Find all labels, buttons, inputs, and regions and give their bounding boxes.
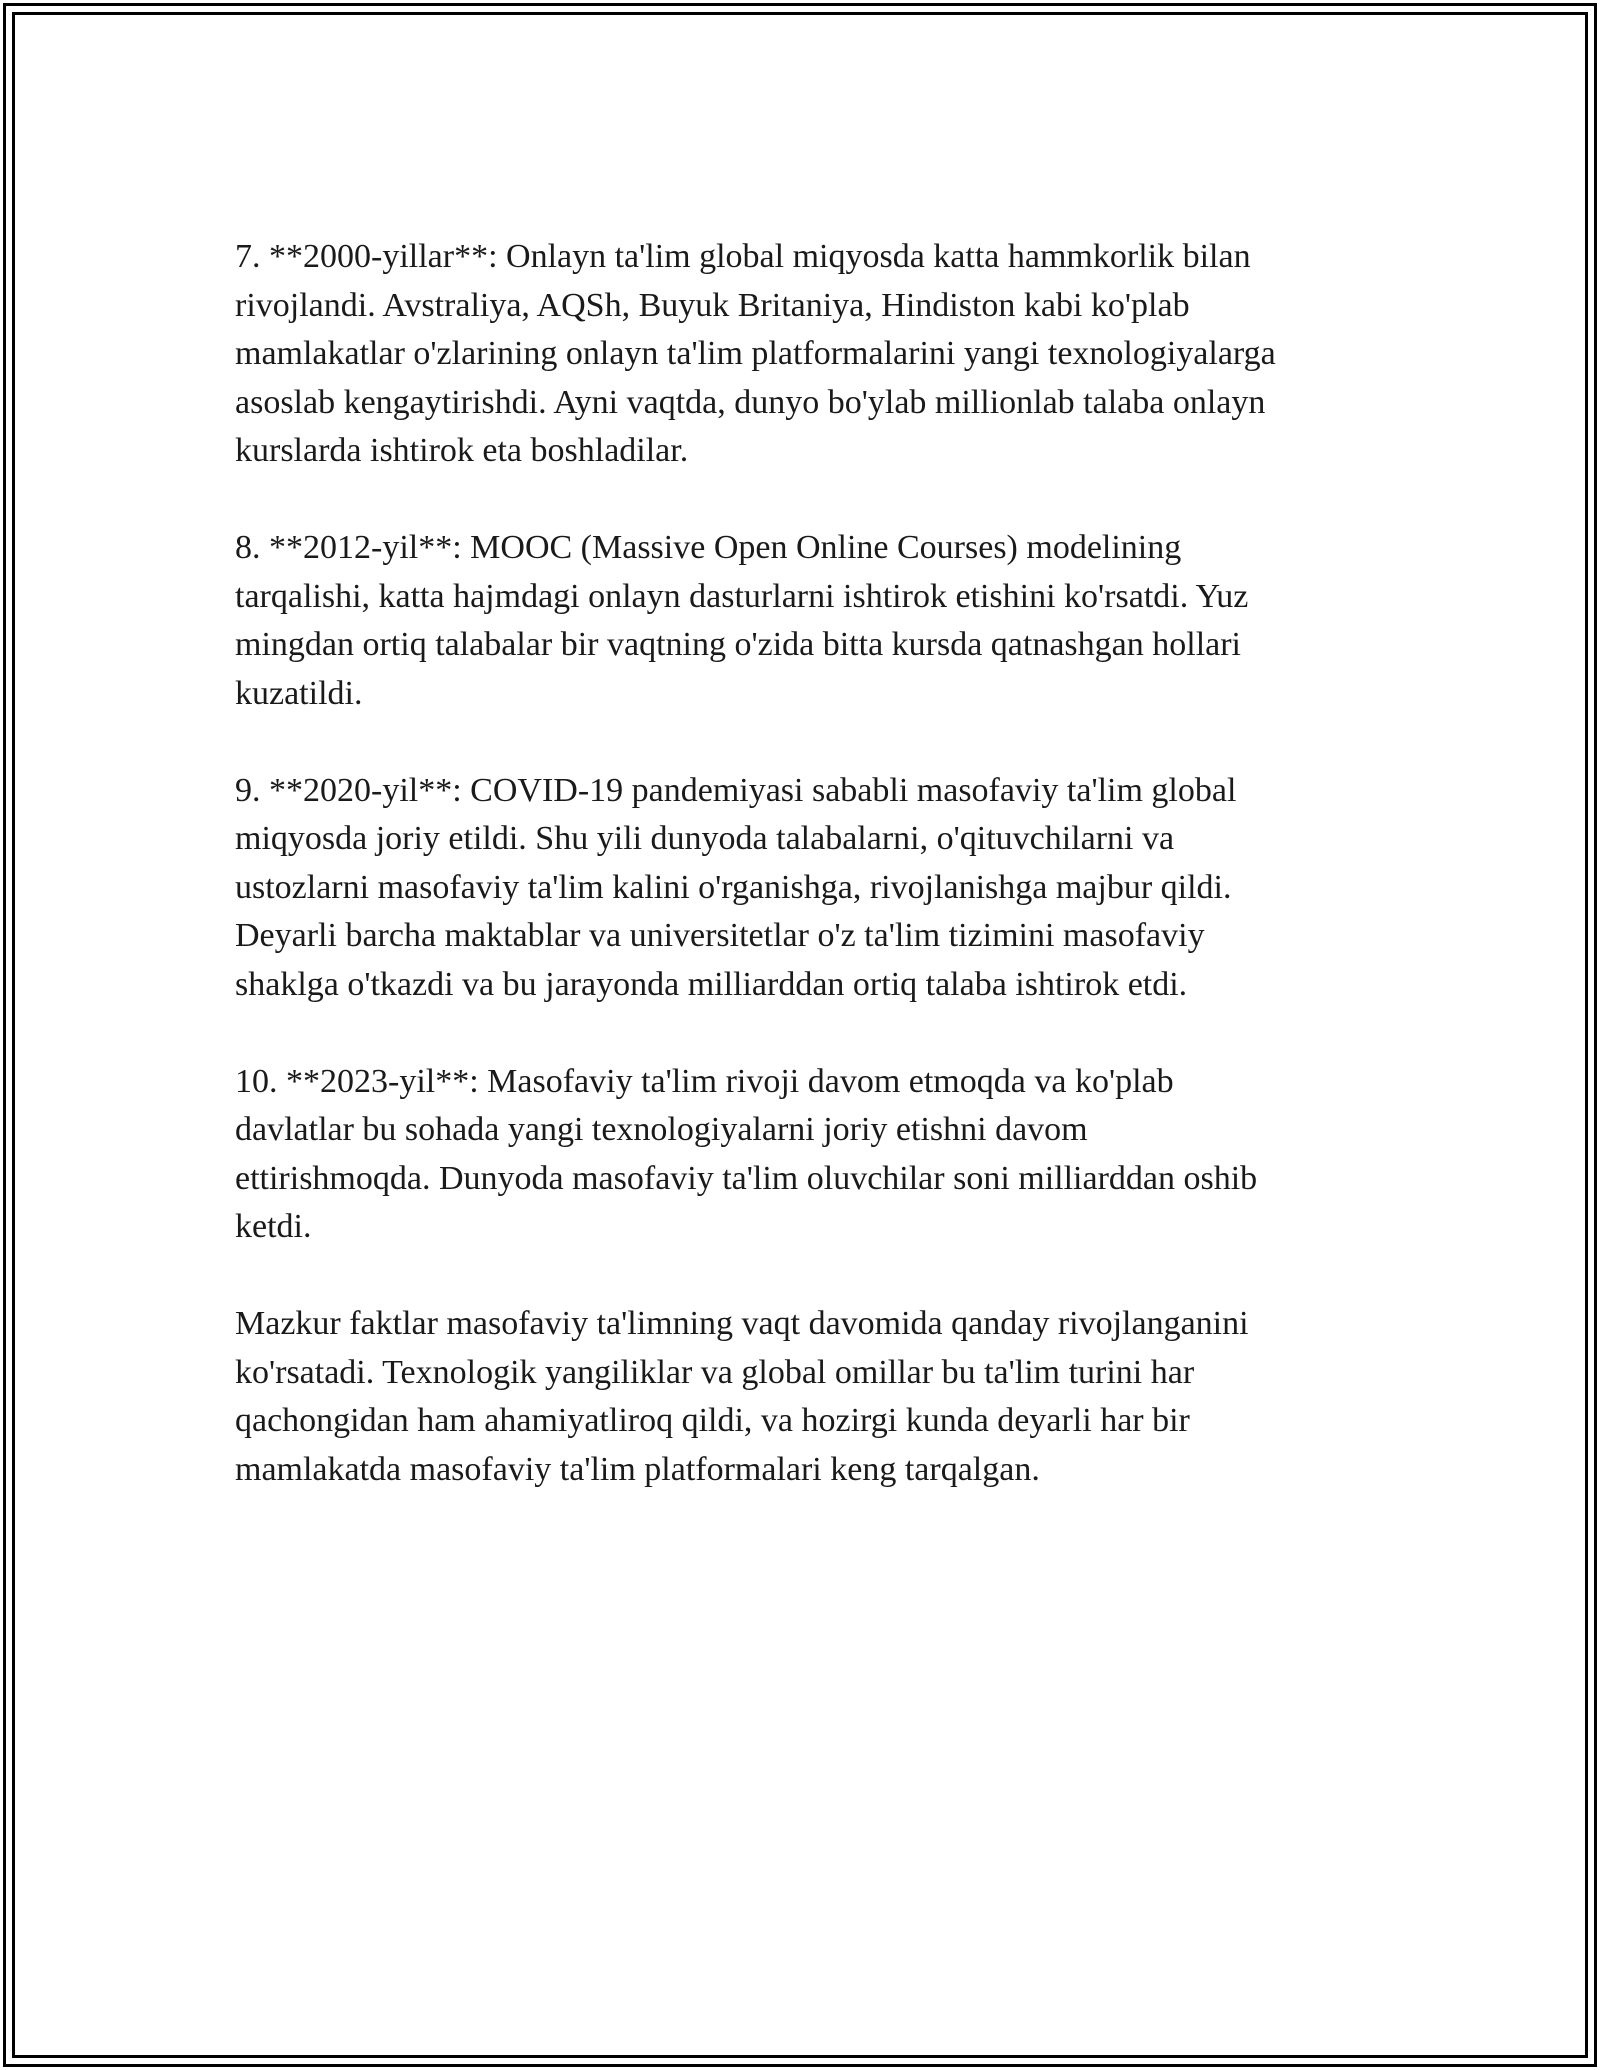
text-line: shaklga o'tkazdi va bu jarayonda milliarddan ortiq talaba ishtirok etdi. <box>235 965 1188 1003</box>
text-line: mingdan ortiq talabalar bir vaqtning o'zida bitta kursda qatnashgan hollari <box>235 626 1242 663</box>
paragraph-2012-yil <box>235 524 1375 718</box>
text-line: tarqalishi, katta hajmdagi onlayn dasturlarni ishtirok etishini ko'rsatdi. Yuz <box>235 577 1249 615</box>
text-line: kuzatildi. <box>235 674 363 712</box>
text-line: ustozlarni masofaviy ta'lim kalini o'rganishga, rivojlanishga majbur qildi. <box>235 868 1232 906</box>
text-line: kurslarda ishtirok eta boshladilar. <box>235 432 689 469</box>
text-line: 8. **2012-yil**: MOOC (Massive Open Online Courses) modelining <box>235 529 1182 566</box>
paragraph-2020-yil <box>235 767 1375 1010</box>
paragraph-2000-yillar <box>235 233 1375 476</box>
text-line: mamlakatda masofaviy ta'lim platformalari keng tarqalgan. <box>235 1450 1040 1488</box>
text-line: ettirishmoqda. Dunyoda masofaviy ta'lim oluvchilar soni milliarddan oshib <box>235 1159 1258 1197</box>
text-line: 9. **2020-yil**: COVID-19 pandemiyasi sababli masofaviy ta'lim global <box>235 771 1237 809</box>
text-line: Deyarli barcha maktablar va universitetlar o'z ta'lim tizimini masofaviy <box>235 917 1205 954</box>
text-line: 7. **2000-yillar**: Onlayn ta'lim global miqyosda katta hammkorlik bilan <box>235 238 1251 275</box>
text-line: 10. **2023-yil**: Masofaviy ta'lim rivoji davom etmoqda va ko'plab <box>235 1062 1174 1100</box>
text-line: rivojlandi. Avstraliya, AQSh, Buyuk Britaniya, Hindiston kabi ko'plab <box>235 286 1190 324</box>
paragraph-2023-yil <box>235 1058 1375 1252</box>
text-line: davlatlar bu sohada yangi texnologiyalarni joriy etishni davom <box>235 1111 1088 1148</box>
text-line: qachongidan ham ahamiyatliroq qildi, va hozirgi kunda deyarli har bir <box>235 1402 1190 1439</box>
text-line: miqyosda joriy etildi. Shu yili dunyoda talabalarni, o'qituvchilarni va <box>235 820 1175 857</box>
text-line: ko'rsatadi. Texnologik yangiliklar va global omillar bu ta'lim turini har <box>235 1353 1195 1391</box>
paragraph-conclusion <box>235 1300 1375 1494</box>
document-body <box>235 233 1375 1494</box>
text-line: mamlakatlar o'zlarining onlayn ta'lim platformalarini yangi texnologiyalarga <box>235 335 1276 372</box>
text-line: asoslab kengaytirishdi. Ayni vaqtda, dunyo bo'ylab millionlab talaba onlayn <box>235 383 1266 421</box>
text-line: Mazkur faktlar masofaviy ta'limning vaqt davomida qanday rivojlanganini <box>235 1305 1249 1342</box>
text-line: ketdi. <box>235 1208 312 1245</box>
